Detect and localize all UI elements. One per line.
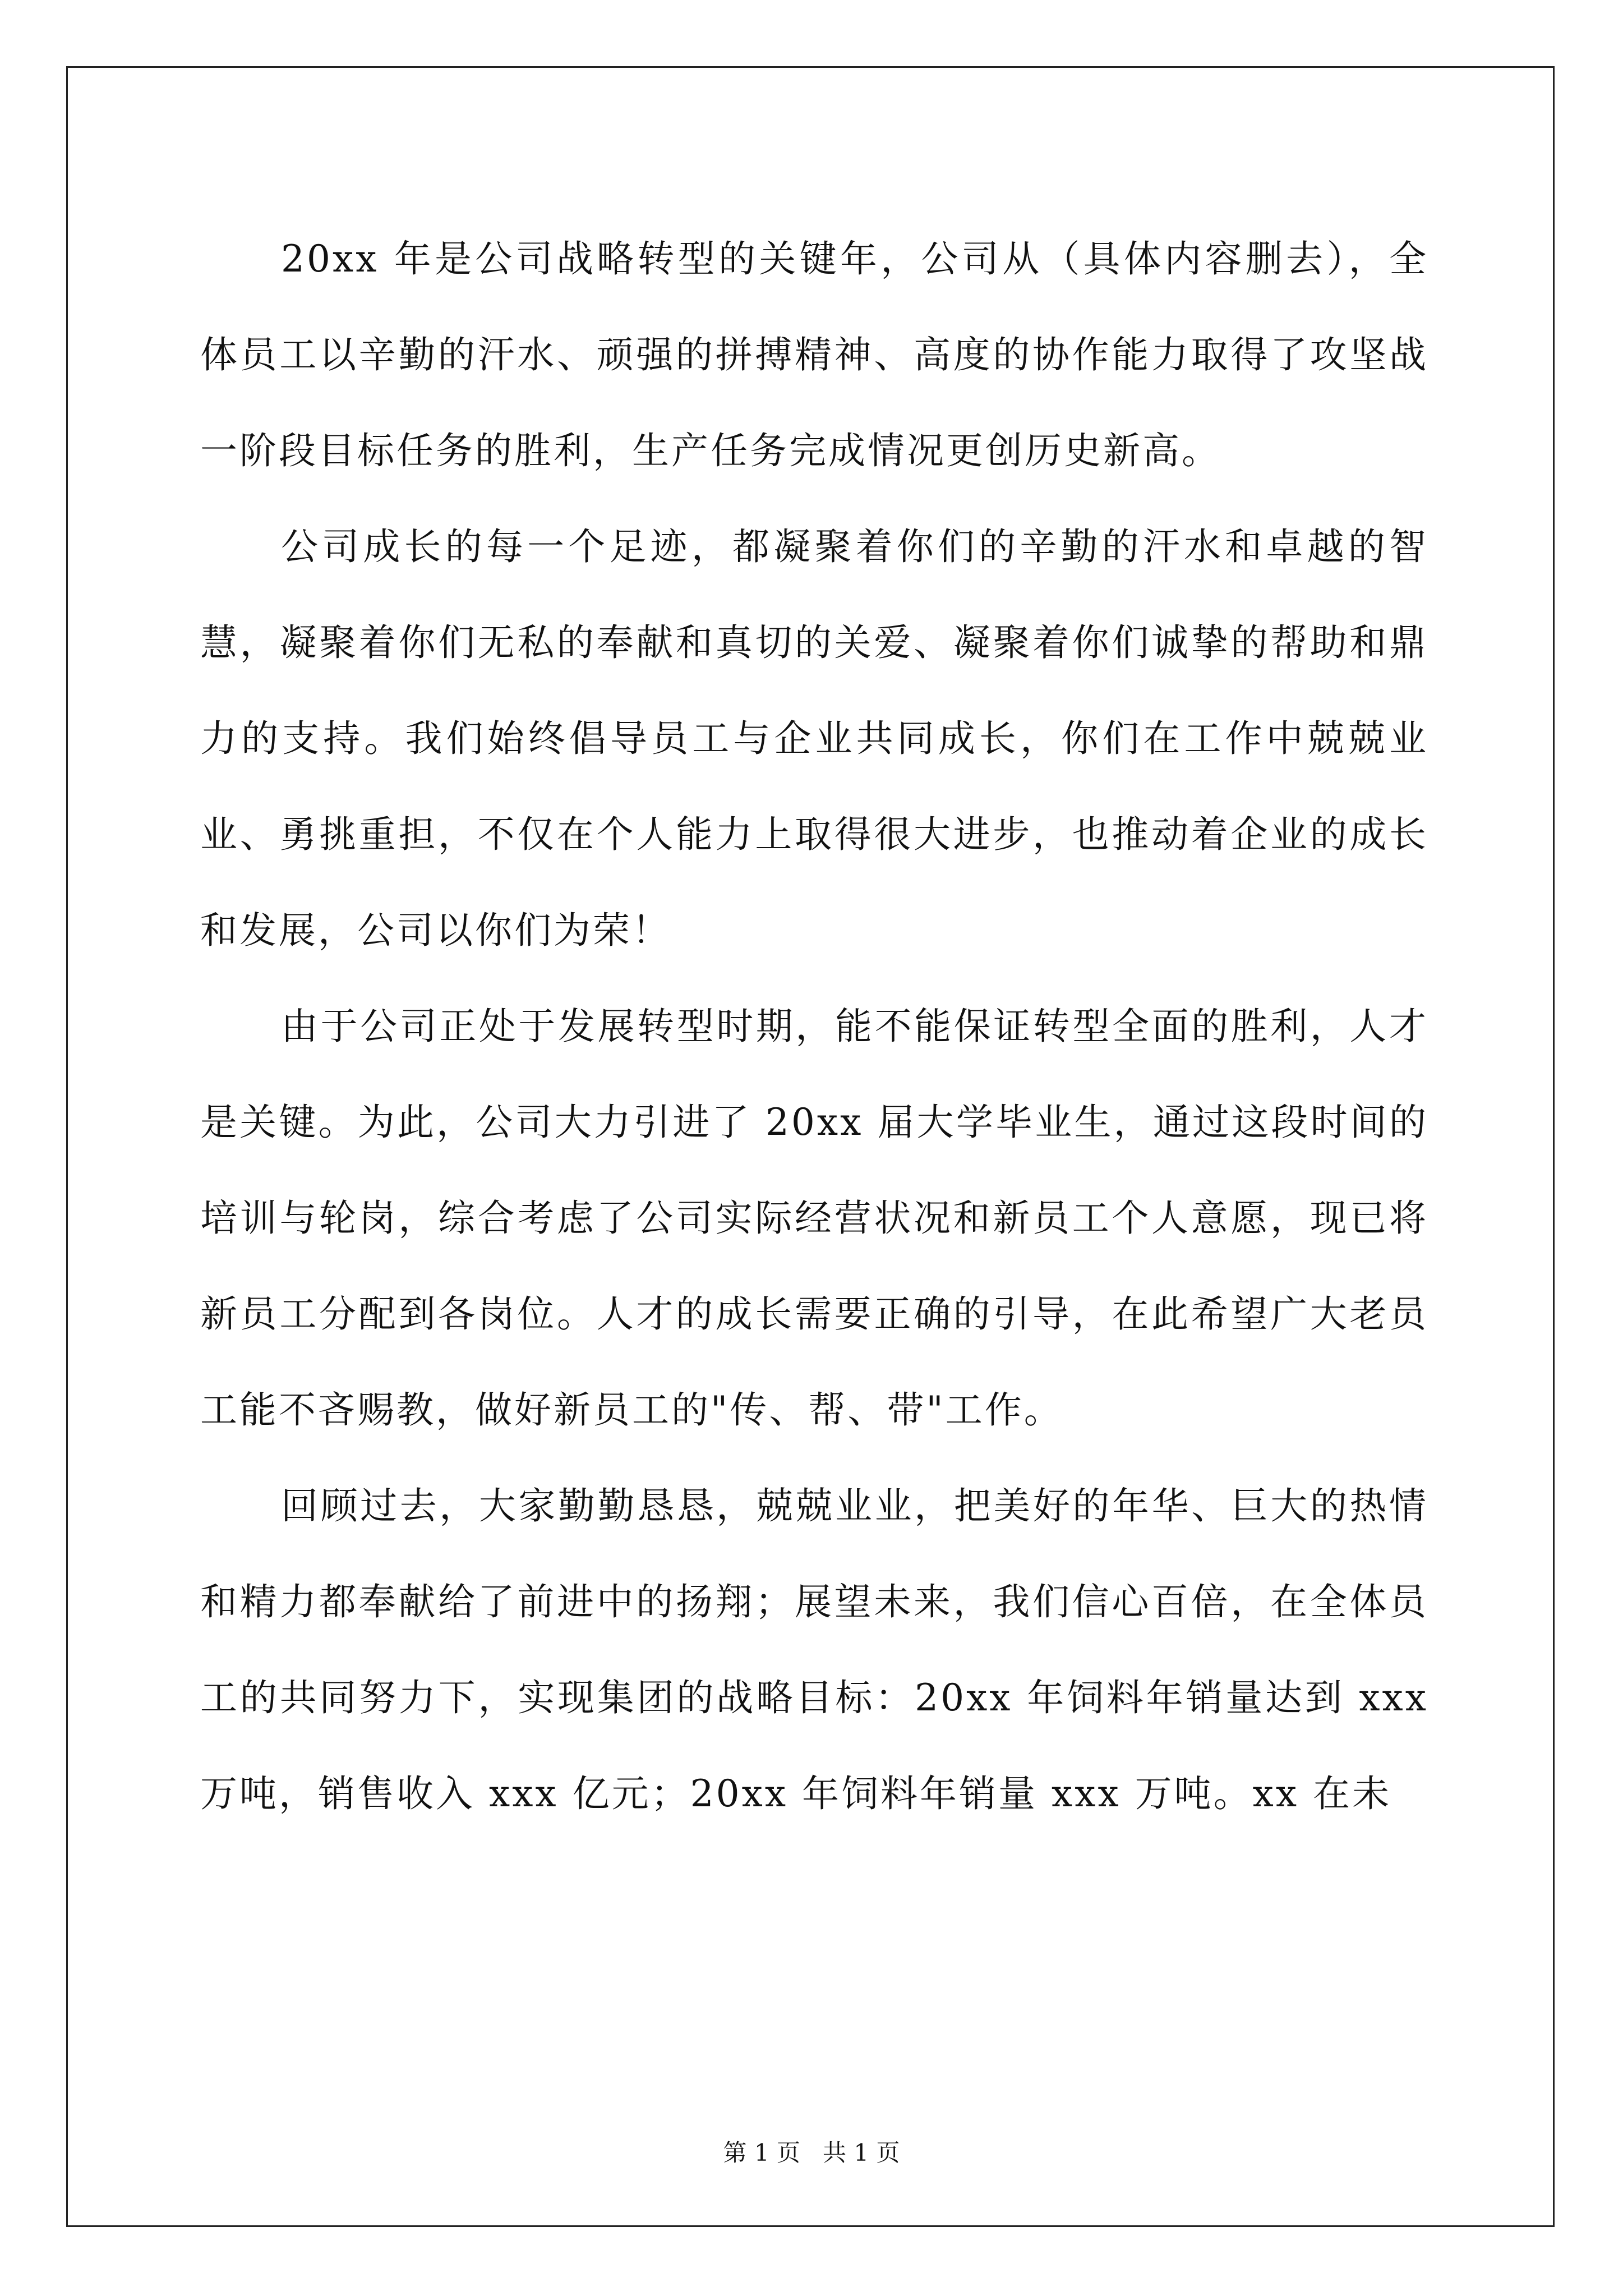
paragraph-3: 由于公司正处于发展转型时期，能不能保证转型全面的胜利，人才是关键。为此，公司大力引进了 20xx 届大学毕业生，通过这段时间的培训与轮岗，综合考虑了公司实际经营状况和新员工个人意愿，现已将新员工分配到各岗位。人才的成长需要正确的引导，在此希望广大老员工能不吝赐教，做好新员工的"传、帮、带"工作。 bbox=[200, 1005, 1428, 1432]
paragraph-1: 20xx 年是公司战略转型的关键年，公司从（具体内容删去），全体员工以辛勤的汗水、顽强的拼搏精神、高度的协作能力取得了攻坚战一阶段目标任务的胜利，生产任务完成情况更创历史新高。 bbox=[200, 237, 1428, 472]
document-body bbox=[200, 211, 1428, 1842]
paragraph-2: 公司成长的每一个足迹，都凝聚着你们的辛勤的汗水和卓越的智慧，凝聚着你们无私的奉献和真切的关爱、凝聚着你们诚挚的帮助和鼎力的支持。我们始终倡导员工与企业共同成长，你们在工作中兢兢业业、勇挑重担，不仅在个人能力上取得很大进步，也推动着企业的成长和发展，公司以你们为荣！ bbox=[200, 525, 1428, 952]
page-number-footer: 第 1 页 共 1 页 bbox=[723, 2139, 900, 2166]
paragraph-4: 回顾过去，大家勤勤恳恳，兢兢业业，把美好的年华、巨大的热情和精力都奉献给了前进中的扬翔；展望未来，我们信心百倍，在全体员工的共同努力下，实现集团的战略目标：20xx 年饲料年销量达到 xxx 万吨，销售收入 xxx 亿元；20xx 年饲料年销量 xxx 万吨。xx 在未 bbox=[200, 1484, 1428, 1815]
